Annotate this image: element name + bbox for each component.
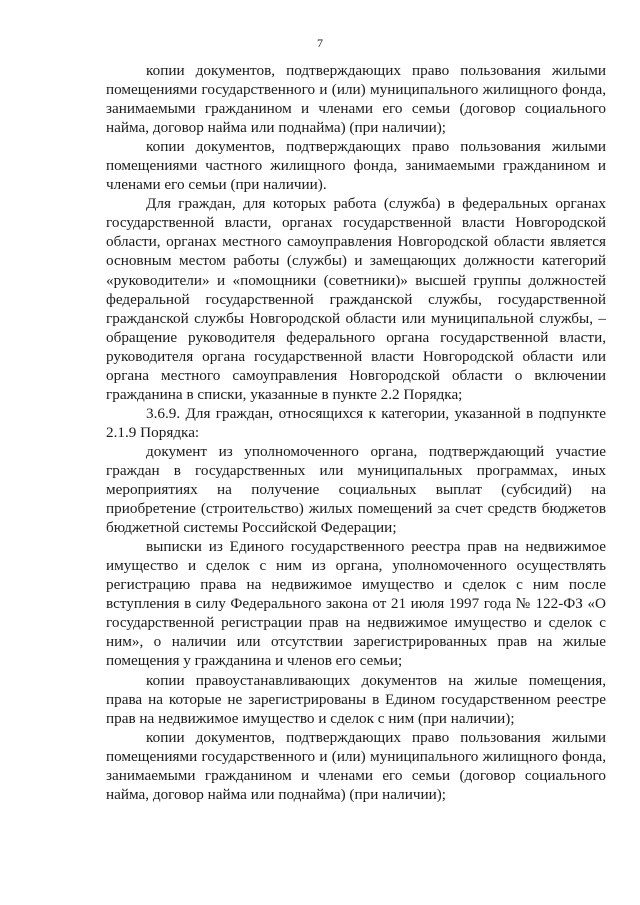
paragraph-section-3-6-9: 3.6.9. Для граждан, относящихся к категории, указанной в подпункте 2.1.9 Порядка: [106, 404, 606, 441]
paragraph-authorized-body-document: документ из уполномоченного органа, подтверждающий участие граждан в государственных или муниципальных программах, иных мероприятиях на получение социальных выплат (субсидий) на приобретение (строительство) жилых помещений за счет средств бюджетов бюджетной системы Российской Федерации; [106, 442, 606, 537]
paragraph-registry-extracts: выписки из Единого государственного реестра прав на недвижимое имущество и сделок с ним из органа, уполномоченного осуществлять регистрацию права на недвижимое имущество и сделок с ним после вступления в силу Федерального закона от 21 июля 1997 года № 122-ФЗ «О государственной регистрации прав на недвижимое имущество и сделок с ним», о наличии или отсутствии зарегистрированных прав на жилые помещения у гражданина и членов его семьи; [106, 538, 606, 670]
paragraph-copies-private-housing: копии документов, подтверждающих право пользования жилыми помещениями частного жилищного фонда, занимаемыми гражданином и членами его семьи (при наличии). [106, 138, 606, 194]
page-number: 7 [317, 36, 323, 50]
paragraph-title-documents: копии правоустанавливающих документов на жилые помещения, права на которые не зарегистрированы в Едином государственном реестре прав на недвижимое имущество и сделок с ним (при наличии); [106, 671, 606, 727]
paragraph-copies-state-municipal-housing: копии документов, подтверждающих право пользования жилыми помещениями государственного и (или) муниципального жилищного фонда, занимаемыми гражданином и членами его семьи (договор социального найма, договор найма или поднайма) (при наличии); [106, 62, 606, 137]
document-body [106, 61, 606, 804]
paragraph-civil-servants-appeal: Для граждан, для которых работа (служба) в федеральных органах государственной власти, органах государственной власти Новгородской области, органах местного самоуправления Новгородской области является основным местом работы (службы) и замещающих должности категорий «руководители» и «помощники (советники)» высшей группы должностей федеральной государственной гражданской службы, государственной гражданской службы Новгородской области или муниципальной службы, – обращение руководителя федерального органа государственной власти, руководителя органа государственной власти Новгородской области или органа местного самоуправления Новгородской области о включении гражданина в списки, указанные в пункте 2.2 Порядка; [106, 195, 606, 403]
paragraph-copies-state-municipal-housing-repeat: копии документов, подтверждающих право пользования жилыми помещениями государственного и (или) муниципального жилищного фонда, занимаемыми гражданином и членами его семьи (договор социального найма, договор найма или поднайма) (при наличии); [106, 728, 606, 803]
